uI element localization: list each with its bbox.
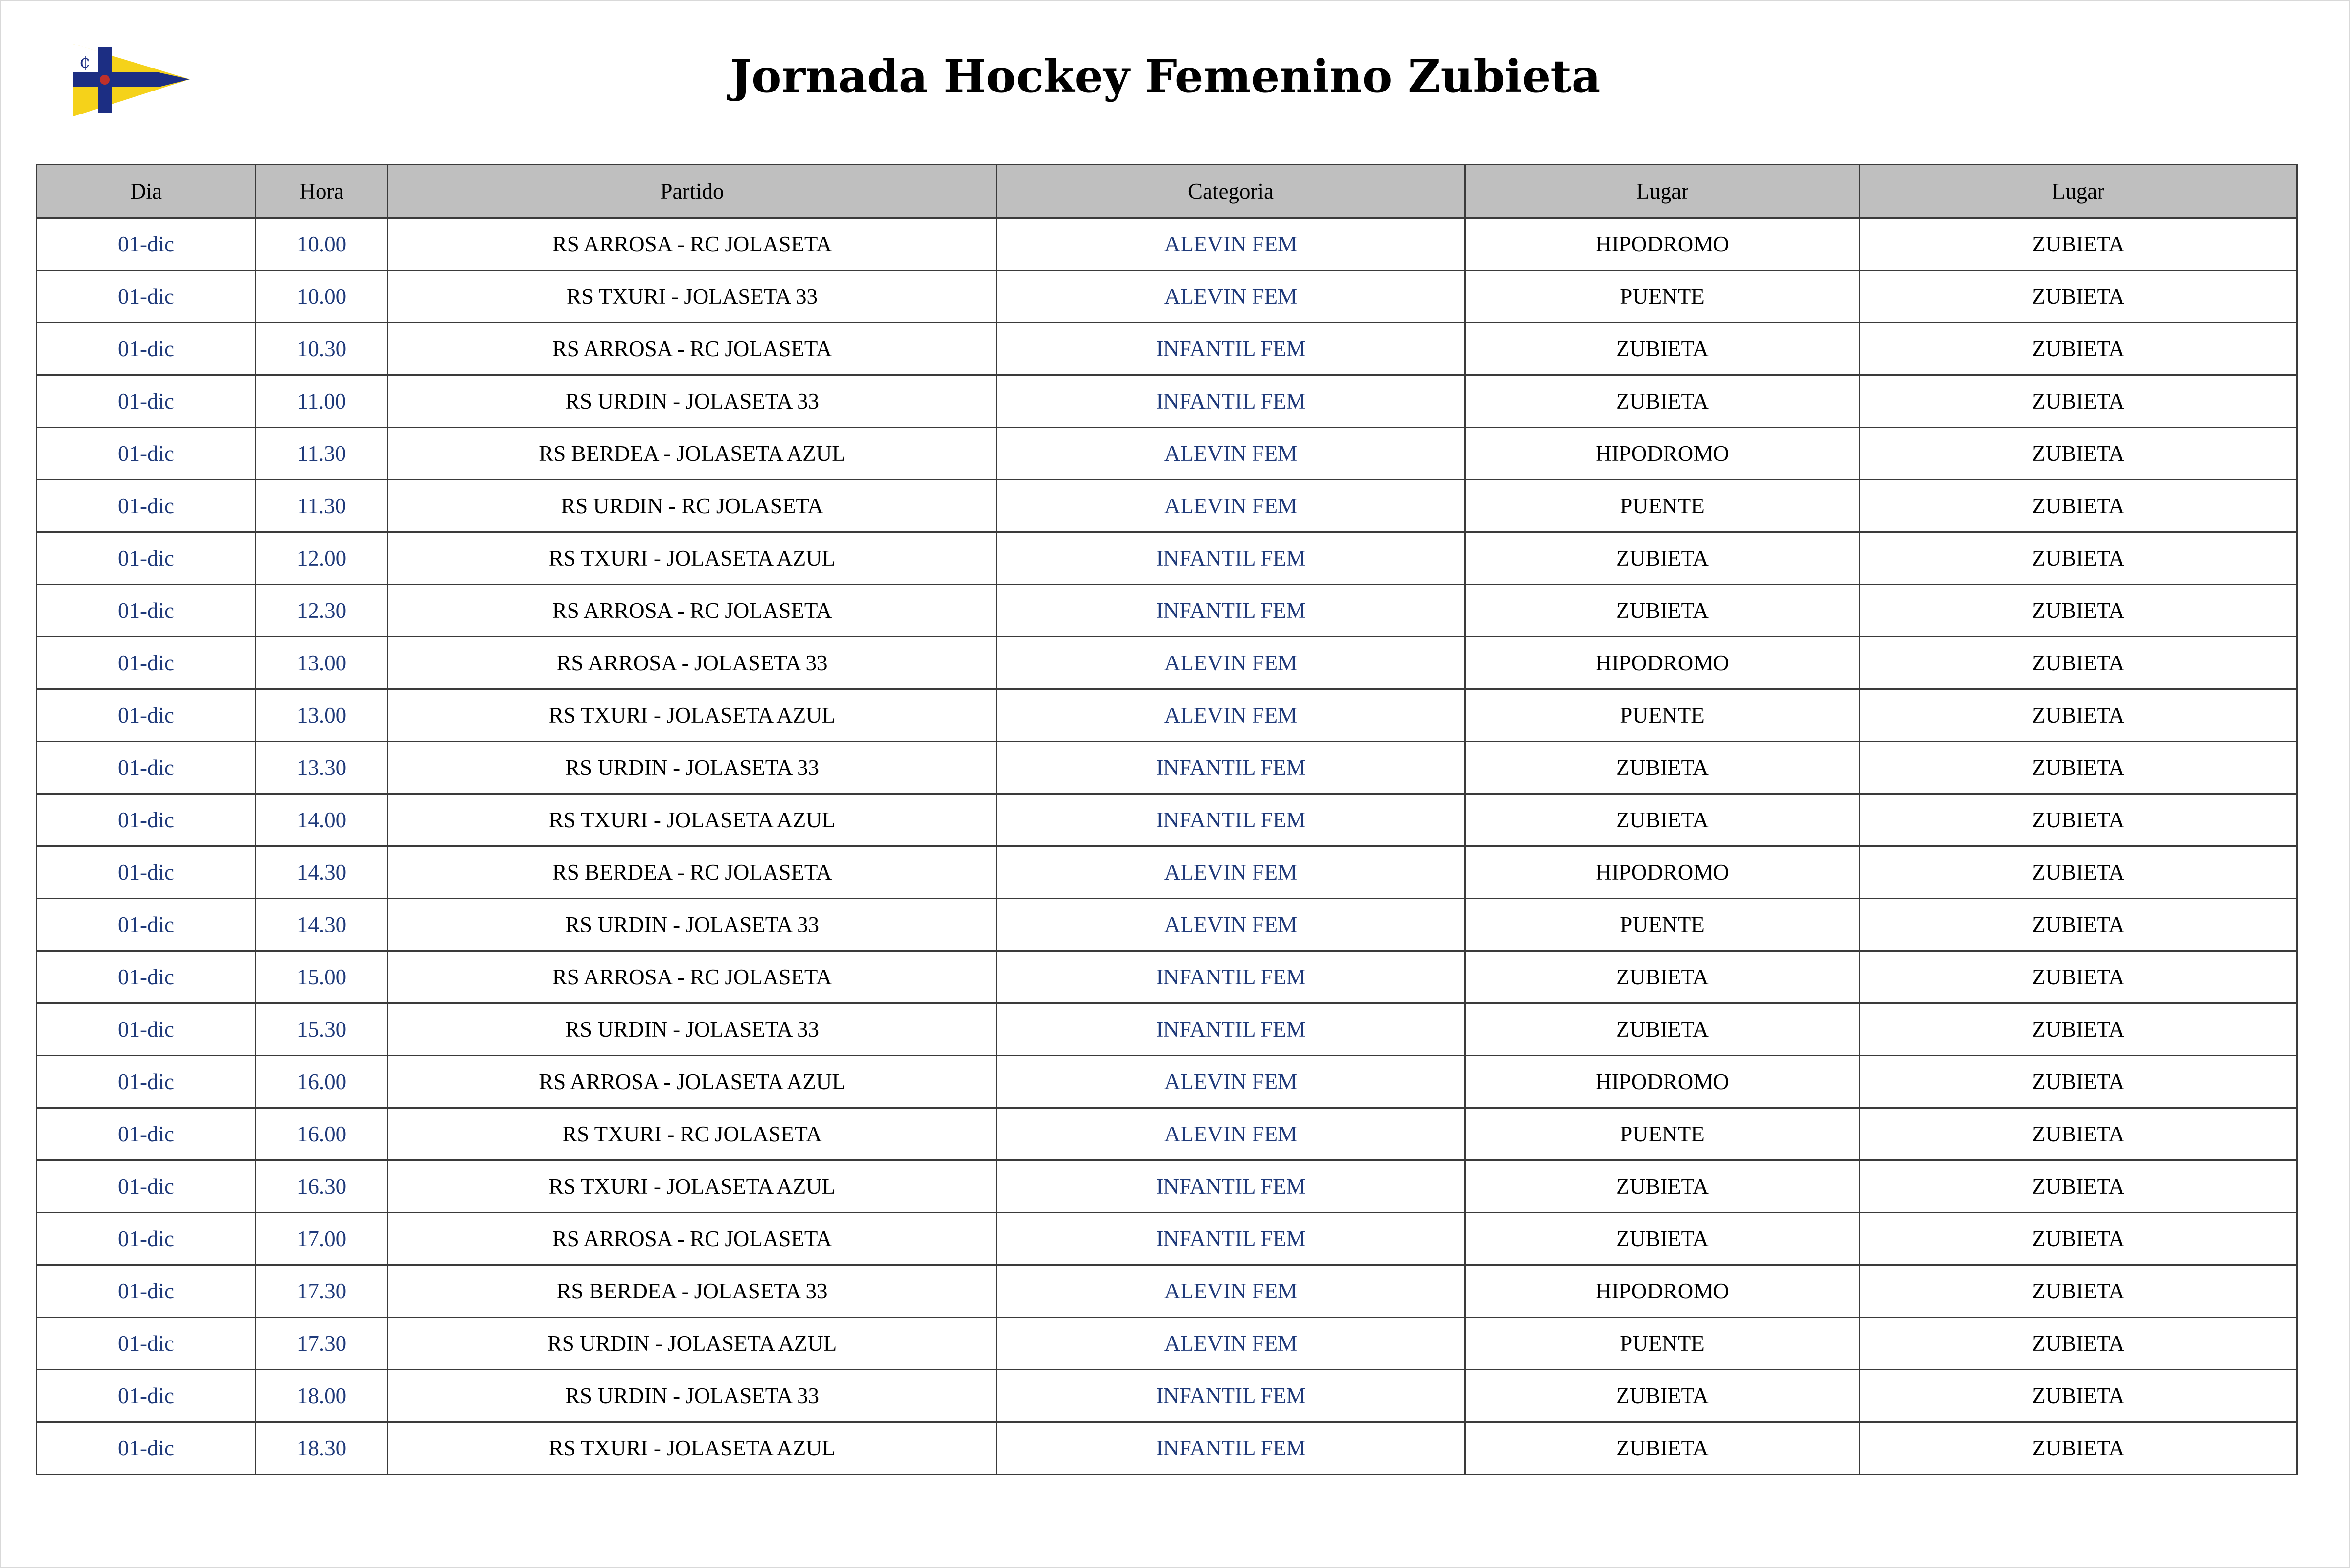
lugar-cell: PUENTE — [1465, 689, 1860, 742]
categoria-cell: INFANTIL FEM — [997, 585, 1465, 637]
lugar-cell: ZUBIETA — [1465, 1422, 1860, 1475]
lugar-cell: HIPODROMO — [1465, 1265, 1860, 1318]
table-row — [37, 375, 2297, 428]
table-row — [37, 689, 2297, 742]
hora-cell: 16.00 — [256, 1056, 388, 1108]
partido-cell: RS TXURI - JOLASETA 33 — [388, 271, 997, 323]
hora-cell: 15.00 — [256, 951, 388, 1003]
hora-cell: 14.30 — [256, 899, 388, 951]
dia-cell: 01-dic — [37, 846, 256, 899]
header-partido: Partido — [388, 165, 997, 218]
table-row — [37, 585, 2297, 637]
lugar-cell: ZUBIETA — [1465, 585, 1860, 637]
dia-cell: 01-dic — [37, 689, 256, 742]
dia-cell: 01-dic — [37, 1370, 256, 1422]
lugar-cell: PUENTE — [1465, 1318, 1860, 1370]
lugar-cell: ZUBIETA — [1465, 794, 1860, 846]
partido-cell: RS TXURI - JOLASETA AZUL — [388, 794, 997, 846]
partido-cell: RS BERDEA - JOLASETA AZUL — [388, 428, 997, 480]
header-lugar-2: Lugar — [1860, 165, 2297, 218]
table-row — [37, 794, 2297, 846]
table-row — [37, 1108, 2297, 1160]
table-row — [37, 218, 2297, 271]
categoria-cell: ALEVIN FEM — [997, 899, 1465, 951]
lugar-cell: ZUBIETA — [1465, 375, 1860, 428]
lugar-cell: ZUBIETA — [1465, 1213, 1860, 1265]
categoria-cell: INFANTIL FEM — [997, 794, 1465, 846]
partido-cell: RS URDIN - JOLASETA 33 — [388, 375, 997, 428]
hora-cell: 11.00 — [256, 375, 388, 428]
hora-cell: 17.30 — [256, 1265, 388, 1318]
categoria-cell: ALEVIN FEM — [997, 1108, 1465, 1160]
lugar-cell: HIPODROMO — [1465, 428, 1860, 480]
categoria-cell: ALEVIN FEM — [997, 1318, 1465, 1370]
lugar-2-cell: ZUBIETA — [1860, 1370, 2297, 1422]
dia-cell: 01-dic — [37, 1003, 256, 1056]
lugar-2-cell: ZUBIETA — [1860, 1318, 2297, 1370]
categoria-cell: ALEVIN FEM — [997, 637, 1465, 689]
partido-cell: RS ARROSA - JOLASETA 33 — [388, 637, 997, 689]
hora-cell: 13.30 — [256, 742, 388, 794]
table-row — [37, 532, 2297, 585]
categoria-cell: ALEVIN FEM — [997, 1056, 1465, 1108]
lugar-2-cell: ZUBIETA — [1860, 794, 2297, 846]
partido-cell: RS TXURI - JOLASETA AZUL — [388, 532, 997, 585]
dia-cell: 01-dic — [37, 323, 256, 375]
lugar-2-cell: ZUBIETA — [1860, 1056, 2297, 1108]
partido-cell: RS TXURI - JOLASETA AZUL — [388, 689, 997, 742]
lugar-2-cell: ZUBIETA — [1860, 1160, 2297, 1213]
header-hora: Hora — [256, 165, 388, 218]
dia-cell: 01-dic — [37, 1108, 256, 1160]
categoria-cell: ALEVIN FEM — [997, 218, 1465, 271]
categoria-cell: INFANTIL FEM — [997, 1003, 1465, 1056]
hora-cell: 13.00 — [256, 637, 388, 689]
table-row — [37, 1318, 2297, 1370]
lugar-cell: ZUBIETA — [1465, 1003, 1860, 1056]
table-row — [37, 323, 2297, 375]
dia-cell: 01-dic — [37, 218, 256, 271]
header-lugar: Lugar — [1465, 165, 1860, 218]
partido-cell: RS TXURI - RC JOLASETA — [388, 1108, 997, 1160]
partido-cell: RS URDIN - JOLASETA 33 — [388, 742, 997, 794]
dia-cell: 01-dic — [37, 375, 256, 428]
categoria-cell: INFANTIL FEM — [997, 1370, 1465, 1422]
hora-cell: 16.00 — [256, 1108, 388, 1160]
categoria-cell: ALEVIN FEM — [997, 689, 1465, 742]
lugar-cell: PUENTE — [1465, 1108, 1860, 1160]
lugar-2-cell: ZUBIETA — [1860, 532, 2297, 585]
lugar-2-cell: ZUBIETA — [1860, 899, 2297, 951]
table-row — [37, 271, 2297, 323]
categoria-cell: INFANTIL FEM — [997, 323, 1465, 375]
categoria-cell: ALEVIN FEM — [997, 846, 1465, 899]
dia-cell: 01-dic — [37, 794, 256, 846]
lugar-2-cell: ZUBIETA — [1860, 637, 2297, 689]
hora-cell: 11.30 — [256, 428, 388, 480]
lugar-cell: ZUBIETA — [1465, 532, 1860, 585]
table-row — [37, 742, 2297, 794]
dia-cell: 01-dic — [37, 585, 256, 637]
table-row — [37, 1003, 2297, 1056]
hora-cell: 17.30 — [256, 1318, 388, 1370]
hora-cell: 10.00 — [256, 271, 388, 323]
lugar-cell: ZUBIETA — [1465, 742, 1860, 794]
partido-cell: RS URDIN - RC JOLASETA — [388, 480, 997, 532]
table-row — [37, 1265, 2297, 1318]
pennant-monogram: ¢ — [79, 52, 91, 72]
categoria-cell: ALEVIN FEM — [997, 480, 1465, 532]
categoria-cell: INFANTIL FEM — [997, 951, 1465, 1003]
hora-cell: 18.30 — [256, 1422, 388, 1475]
partido-cell: RS ARROSA - JOLASETA AZUL — [388, 1056, 997, 1108]
categoria-cell: INFANTIL FEM — [997, 742, 1465, 794]
partido-cell: RS BERDEA - RC JOLASETA — [388, 846, 997, 899]
categoria-cell: INFANTIL FEM — [997, 375, 1465, 428]
hora-cell: 12.30 — [256, 585, 388, 637]
partido-cell: RS BERDEA - JOLASETA 33 — [388, 1265, 997, 1318]
partido-cell: RS TXURI - JOLASETA AZUL — [388, 1422, 997, 1475]
table-row — [37, 1422, 2297, 1475]
dia-cell: 01-dic — [37, 1160, 256, 1213]
hora-cell: 14.00 — [256, 794, 388, 846]
hora-cell: 10.30 — [256, 323, 388, 375]
dia-cell: 01-dic — [37, 532, 256, 585]
table-body — [37, 218, 2297, 1475]
lugar-2-cell: ZUBIETA — [1860, 323, 2297, 375]
hora-cell: 16.30 — [256, 1160, 388, 1213]
dia-cell: 01-dic — [37, 428, 256, 480]
lugar-cell: PUENTE — [1465, 899, 1860, 951]
partido-cell: RS ARROSA - RC JOLASETA — [388, 218, 997, 271]
dia-cell: 01-dic — [37, 1265, 256, 1318]
lugar-2-cell: ZUBIETA — [1860, 218, 2297, 271]
lugar-2-cell: ZUBIETA — [1860, 428, 2297, 480]
dia-cell: 01-dic — [37, 271, 256, 323]
lugar-2-cell: ZUBIETA — [1860, 585, 2297, 637]
match-schedule-table — [36, 164, 2298, 1475]
table-row — [37, 480, 2297, 532]
categoria-cell: ALEVIN FEM — [997, 271, 1465, 323]
partido-cell: RS URDIN - JOLASETA AZUL — [388, 1318, 997, 1370]
partido-cell: RS ARROSA - RC JOLASETA — [388, 1213, 997, 1265]
dia-cell: 01-dic — [37, 951, 256, 1003]
categoria-cell: INFANTIL FEM — [997, 1213, 1465, 1265]
partido-cell: RS ARROSA - RC JOLASETA — [388, 951, 997, 1003]
table-row — [37, 899, 2297, 951]
lugar-2-cell: ZUBIETA — [1860, 846, 2297, 899]
categoria-cell: ALEVIN FEM — [997, 1265, 1465, 1318]
partido-cell: RS URDIN - JOLASETA 33 — [388, 1370, 997, 1422]
partido-cell: RS URDIN - JOLASETA 33 — [388, 1003, 997, 1056]
hora-cell: 17.00 — [256, 1213, 388, 1265]
lugar-2-cell: ZUBIETA — [1860, 1213, 2297, 1265]
lugar-2-cell: ZUBIETA — [1860, 742, 2297, 794]
dia-cell: 01-dic — [37, 1318, 256, 1370]
lugar-2-cell: ZUBIETA — [1860, 1265, 2297, 1318]
lugar-cell: ZUBIETA — [1465, 323, 1860, 375]
table-row — [37, 428, 2297, 480]
hora-cell: 11.30 — [256, 480, 388, 532]
dia-cell: 01-dic — [37, 1422, 256, 1475]
lugar-2-cell: ZUBIETA — [1860, 480, 2297, 532]
lugar-2-cell: ZUBIETA — [1860, 271, 2297, 323]
dia-cell: 01-dic — [37, 480, 256, 532]
dia-cell: 01-dic — [37, 899, 256, 951]
hora-cell: 10.00 — [256, 218, 388, 271]
lugar-cell: HIPODROMO — [1465, 846, 1860, 899]
partido-cell: RS TXURI - JOLASETA AZUL — [388, 1160, 997, 1213]
hora-cell: 12.00 — [256, 532, 388, 585]
hora-cell: 18.00 — [256, 1370, 388, 1422]
table-header-row — [37, 165, 2297, 218]
partido-cell: RS ARROSA - RC JOLASETA — [388, 323, 997, 375]
lugar-cell: ZUBIETA — [1465, 1160, 1860, 1213]
lugar-2-cell: ZUBIETA — [1860, 1108, 2297, 1160]
hora-cell: 14.30 — [256, 846, 388, 899]
table-row — [37, 1370, 2297, 1422]
lugar-cell: HIPODROMO — [1465, 637, 1860, 689]
table-row — [37, 637, 2297, 689]
lugar-2-cell: ZUBIETA — [1860, 375, 2297, 428]
lugar-2-cell: ZUBIETA — [1860, 689, 2297, 742]
table-row — [37, 951, 2297, 1003]
page-title: Jornada Hockey Femenino Zubieta — [730, 50, 1601, 103]
lugar-cell: ZUBIETA — [1465, 1370, 1860, 1422]
lugar-cell: PUENTE — [1465, 271, 1860, 323]
hora-cell: 15.30 — [256, 1003, 388, 1056]
dia-cell: 01-dic — [37, 742, 256, 794]
header-categoria: Categoria — [997, 165, 1465, 218]
categoria-cell: ALEVIN FEM — [997, 428, 1465, 480]
categoria-cell: INFANTIL FEM — [997, 1160, 1465, 1213]
table-row — [37, 1160, 2297, 1213]
lugar-cell: HIPODROMO — [1465, 218, 1860, 271]
dia-cell: 01-dic — [37, 1213, 256, 1265]
header-dia: Dia — [37, 165, 256, 218]
lugar-cell: HIPODROMO — [1465, 1056, 1860, 1108]
table-row — [37, 1056, 2297, 1108]
hora-cell: 13.00 — [256, 689, 388, 742]
lugar-2-cell: ZUBIETA — [1860, 951, 2297, 1003]
categoria-cell: INFANTIL FEM — [997, 1422, 1465, 1475]
table-row — [37, 1213, 2297, 1265]
categoria-cell: INFANTIL FEM — [997, 532, 1465, 585]
dia-cell: 01-dic — [37, 1056, 256, 1108]
lugar-cell: PUENTE — [1465, 480, 1860, 532]
lugar-cell: ZUBIETA — [1465, 951, 1860, 1003]
lugar-2-cell: ZUBIETA — [1860, 1422, 2297, 1475]
table-row — [37, 846, 2297, 899]
partido-cell: RS ARROSA - RC JOLASETA — [388, 585, 997, 637]
lugar-2-cell: ZUBIETA — [1860, 1003, 2297, 1056]
partido-cell: RS URDIN - JOLASETA 33 — [388, 899, 997, 951]
dia-cell: 01-dic — [37, 637, 256, 689]
